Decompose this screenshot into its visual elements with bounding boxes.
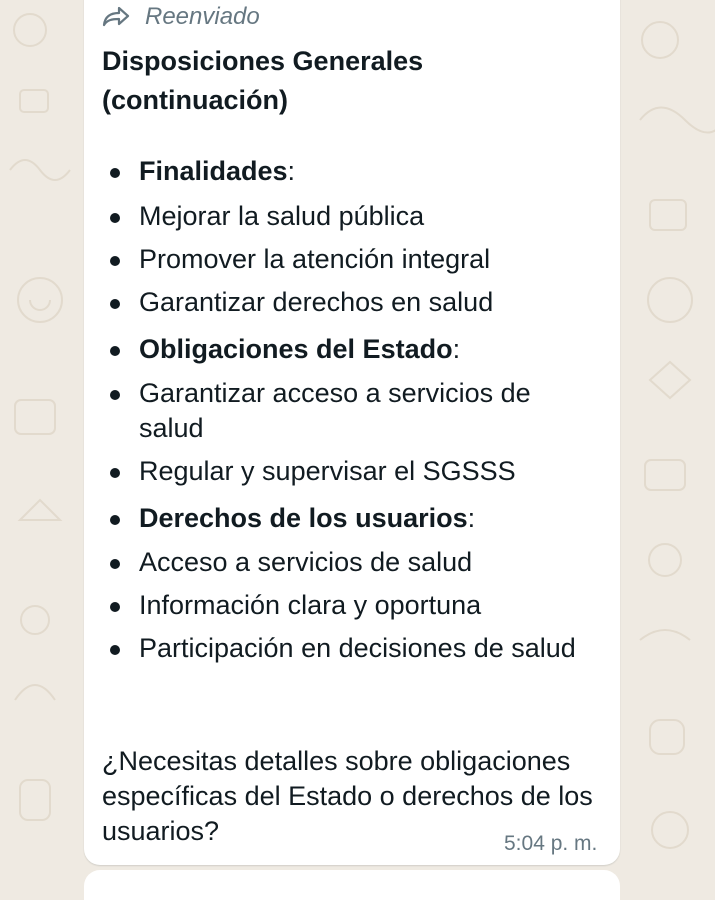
list-item-text: Información clara y oportuna xyxy=(139,590,482,620)
list-item-text: Garantizar derechos en salud xyxy=(139,287,494,317)
list-item-heading: Obligaciones del Estado xyxy=(139,334,453,364)
bullet-dot xyxy=(110,645,120,655)
list-item-text: Derechos de los usuarios: xyxy=(139,503,476,533)
bullet-dot xyxy=(110,168,120,178)
list-item-text: Mejorar la salud pública xyxy=(139,201,425,231)
bullet-dot xyxy=(110,602,120,612)
list-item-heading: Derechos de los usuarios xyxy=(139,503,468,533)
bullet-dot xyxy=(110,346,120,356)
list-item-text: Acceso a servicios de salud xyxy=(139,547,473,577)
list-item-text: Garantizar acceso a servicios de salud xyxy=(139,378,531,443)
list-item xyxy=(110,285,590,320)
list-item-text: Promover la atención integral xyxy=(139,244,491,274)
list-item-text: Regular y supervisar el SGSSS xyxy=(139,456,516,486)
bullet-dot xyxy=(110,213,120,223)
bullet-dot xyxy=(110,299,120,309)
list-item-text: Participación en decisiones de salud xyxy=(139,633,576,663)
message-timestamp: 5:04 p. m. xyxy=(504,832,598,855)
bullet-dot xyxy=(110,390,120,400)
list-item xyxy=(110,199,590,234)
list-item xyxy=(110,154,590,189)
list-item xyxy=(110,376,590,446)
list-item xyxy=(110,454,590,489)
message-title: Disposiciones Generales (continuación) xyxy=(102,46,424,115)
list-item xyxy=(110,588,590,623)
closing-question: ¿Necesitas detalles sobre obligaciones específicas del Estado o derechos de los usuarios? xyxy=(102,746,593,846)
forward-arrow-icon xyxy=(101,6,131,28)
list-item xyxy=(110,332,590,367)
list-item xyxy=(110,545,590,580)
list-item xyxy=(110,242,590,277)
forwarded-indicator xyxy=(101,2,260,32)
list-item-text: Finalidades: xyxy=(139,156,296,186)
bullet-dot xyxy=(110,256,120,266)
bullet-dot xyxy=(110,559,120,569)
list-item xyxy=(110,631,590,666)
forwarded-label: Reenviado xyxy=(145,3,260,30)
list-item xyxy=(110,501,590,536)
next-message-bubble[interactable] xyxy=(84,870,620,900)
bullet-dot xyxy=(110,468,120,478)
bullet-dot xyxy=(110,515,120,525)
list-item-text: Obligaciones del Estado: xyxy=(139,334,461,364)
list-item-heading: Finalidades xyxy=(139,156,288,186)
